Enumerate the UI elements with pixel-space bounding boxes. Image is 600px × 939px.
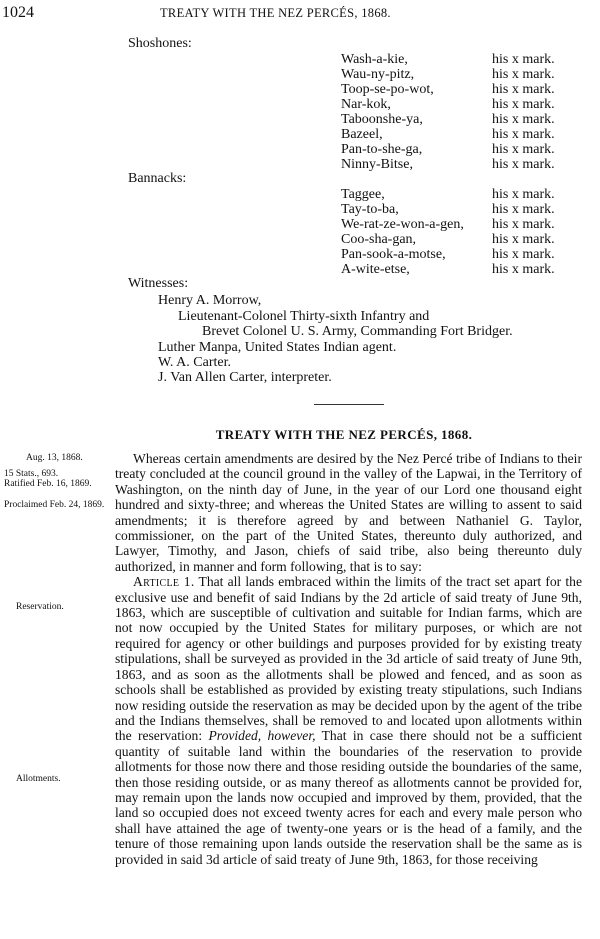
shoshones-label: Shoshones: bbox=[128, 36, 192, 51]
signatory-mark: his x mark. bbox=[492, 52, 555, 67]
running-title: TREATY WITH THE NEZ PERCÉS, 1868. bbox=[160, 6, 391, 20]
signatory-mark: his x mark. bbox=[492, 187, 555, 202]
witnesses-label: Witnesses: bbox=[128, 276, 189, 291]
margin-note-date: Aug. 13, 1868. bbox=[26, 453, 83, 463]
page-number: 1024 bbox=[2, 4, 34, 21]
signatory-name: Bazeel, bbox=[341, 127, 383, 142]
witness-line: Lieutenant-Colonel Thirty-sixth Infantry and bbox=[178, 309, 430, 324]
provided-clause: Provided, however, bbox=[208, 728, 316, 744]
article-text-part-1: That all lands embraced within the limits of the tract set apart for the exclusive use and benefit of said Indians by the 2d article of said treaty of June 9th, 1863, which are susceptible of cultivation and suitable for Indian farms, which are not now occupied by the United States for military purposes, or which are not required for agency or other buildings and purposes provided for by existing treaty stipulations, shall be surveyed as provided in the 3d article of said treaty of June 9th, 1863, and as soon as the allotments shall be plowed and fenced, and as soon as schools shall be established as provided by existing treaty stipulations, such Indians now residing outside the reservation as may be decided upon by the agent of the tribe and the Indians themselves, shall be removed to and located upon allotments within the reservation: bbox=[115, 574, 582, 744]
signatory-name: Ninny-Bitse, bbox=[341, 157, 413, 172]
witness-line: Brevet Colonel U. S. Army, Commanding Fort Bridger. bbox=[202, 324, 513, 339]
signatory-mark: his x mark. bbox=[492, 232, 555, 247]
signatory-mark: his x mark. bbox=[492, 247, 555, 262]
signatory-name: Wash-a-kie, bbox=[341, 52, 408, 67]
signatory-name: Wau-ny-pitz, bbox=[341, 67, 415, 82]
signatory-mark: his x mark. bbox=[492, 82, 555, 97]
signatory-name: Taboonshe-ya, bbox=[341, 112, 423, 127]
signatory-mark: his x mark. bbox=[492, 67, 555, 82]
signatory-name: A-wite-etse, bbox=[341, 262, 410, 277]
witness-line: Henry A. Morrow, bbox=[158, 293, 262, 308]
treaty-body bbox=[115, 451, 582, 867]
article-text-part-2: That in case there should not be a sufficient quantity of suitable land within the boundaries of the reservation to provide allotments for those now there and those residing outside the boundaries of the same, then those residing outside, or as many thereof as allotments cannot be provided for, may remain upon the lands now occupied and improved by them, provided, that the land so occupied does not exceed twenty acres for each and every male person who shall have attained the age of twenty-one years or is the head of a family, and the tenure of those remaining upon lands outside the reservation shall be the same as is provided in said 3d article of said treaty of June 9th, 1863, for those receiving bbox=[115, 728, 583, 867]
signatory-name: Nar-kok, bbox=[341, 97, 391, 112]
signatory-name: Tay-to-ba, bbox=[341, 202, 399, 217]
witness-line: W. A. Carter. bbox=[158, 355, 231, 370]
signatory-name: Pan-to-she-ga, bbox=[341, 142, 423, 157]
margin-note-allotments: Allotments. bbox=[16, 774, 61, 784]
signatory-mark: his x mark. bbox=[492, 262, 555, 277]
signatory-mark: his x mark. bbox=[492, 217, 555, 232]
page-header bbox=[0, 4, 600, 24]
signatory-mark: his x mark. bbox=[492, 142, 555, 157]
signatory-name: Coo-sha-gan, bbox=[341, 232, 417, 247]
article-1-paragraph bbox=[115, 574, 582, 867]
signatory-name: Toop-se-po-wot, bbox=[341, 82, 434, 97]
witness-line: J. Van Allen Carter, interpreter. bbox=[158, 370, 332, 385]
section-divider bbox=[314, 404, 384, 405]
section-title: TREATY WITH THE NEZ PERCÉS, 1868. bbox=[215, 427, 473, 442]
signatory-mark: his x mark. bbox=[492, 112, 555, 127]
signatory-mark: his x mark. bbox=[492, 97, 555, 112]
signatory-name: We-rat-ze-won-a-gen, bbox=[341, 217, 464, 232]
signatory-name: Pan-sook-a-motse, bbox=[341, 247, 446, 262]
margin-note-proclaimed: Proclaimed Feb. 24, 1869. bbox=[4, 500, 105, 510]
signatory-mark: his x mark. bbox=[492, 127, 555, 142]
signatory-mark: his x mark. bbox=[492, 157, 555, 172]
bannacks-label: Bannacks: bbox=[128, 171, 187, 186]
margin-note-stats: 15 Stats., 693. bbox=[4, 469, 59, 479]
preamble-paragraph: Whereas certain amendments are desired by the Nez Percé tribe of Indians to their treaty concluded at the council ground in the valley of the Lapwai, in the Territory of Washington, on the ninth day of June, in the year of our Lord one thousand eight hundred and sixty-three; and whereas the United States are willing to assent to said amendments; it is therefore agreed by and between Nathaniel G. Taylor, commissioner, on the part of the United States, thereunto duly authorized, and Lawyer, Timothy, and Jason, chiefs of said tribe, also being thereunto duly authorized, in manner and form following, that is to say: bbox=[115, 451, 582, 574]
signatory-name: Taggee, bbox=[341, 187, 385, 202]
witness-line: Luther Manpa, United States Indian agent. bbox=[158, 340, 397, 355]
margin-note-reservation: Reservation. bbox=[16, 602, 64, 612]
margin-note-ratified: Ratified Feb. 16, 1869. bbox=[4, 479, 92, 489]
signatory-mark: his x mark. bbox=[492, 202, 555, 217]
article-label: Article 1. bbox=[133, 574, 195, 590]
